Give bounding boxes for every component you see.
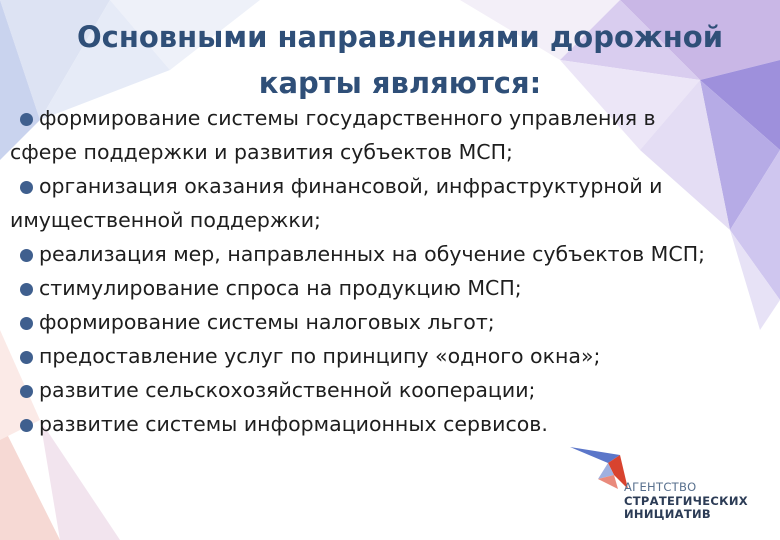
title-line-1: Основными направлениями дорожной: [76, 20, 724, 54]
item-text-continued: имущественной поддержки;: [10, 208, 321, 232]
list-item: [10, 169, 780, 237]
item-text: предоставление услуг по принципу «одного окна»;: [39, 344, 601, 368]
title-line-2: карты являются:: [258, 66, 542, 100]
item-text: формирование системы государственного управления в: [39, 106, 656, 130]
item-text: реализация мер, направленных на обучение субъектов МСП;: [39, 242, 706, 266]
bullet-icon: [20, 351, 33, 364]
bullet-icon: [20, 113, 33, 126]
logo-text: [624, 481, 748, 522]
list-item: [10, 373, 780, 407]
bullet-icon: [20, 385, 33, 398]
item-text: развитие сельскохозяйственной кооперации;: [39, 378, 536, 402]
item-text: организация оказания финансовой, инфраструктурной и: [39, 174, 663, 198]
roadmap-directions-list: [10, 101, 780, 441]
list-item: [10, 407, 780, 441]
page-title: [40, 14, 760, 106]
item-text: формирование системы налоговых льгот;: [39, 310, 495, 334]
bullet-icon: [20, 419, 33, 432]
bullet-icon: [20, 317, 33, 330]
item-text: развитие системы информационных сервисов.: [39, 412, 548, 436]
list-item: [10, 305, 780, 339]
list-item: [10, 237, 780, 271]
bullet-icon: [20, 283, 33, 296]
bullet-icon: [20, 181, 33, 194]
list-item: [10, 271, 780, 305]
item-text: стимулирование спроса на продукцию МСП;: [39, 276, 522, 300]
asi-logo: [568, 445, 768, 537]
list-item: [10, 101, 780, 169]
item-text-continued: сфере поддержки и развития субъектов МСП;: [10, 140, 513, 164]
logo-line-1: АГЕНТСТВО: [624, 480, 697, 494]
bullet-icon: [20, 249, 33, 262]
logo-line-2: СТРАТЕГИЧЕСКИХ: [624, 493, 748, 508]
list-item: [10, 339, 780, 373]
logo-line-3: ИНИЦИАТИВ: [624, 507, 712, 521]
